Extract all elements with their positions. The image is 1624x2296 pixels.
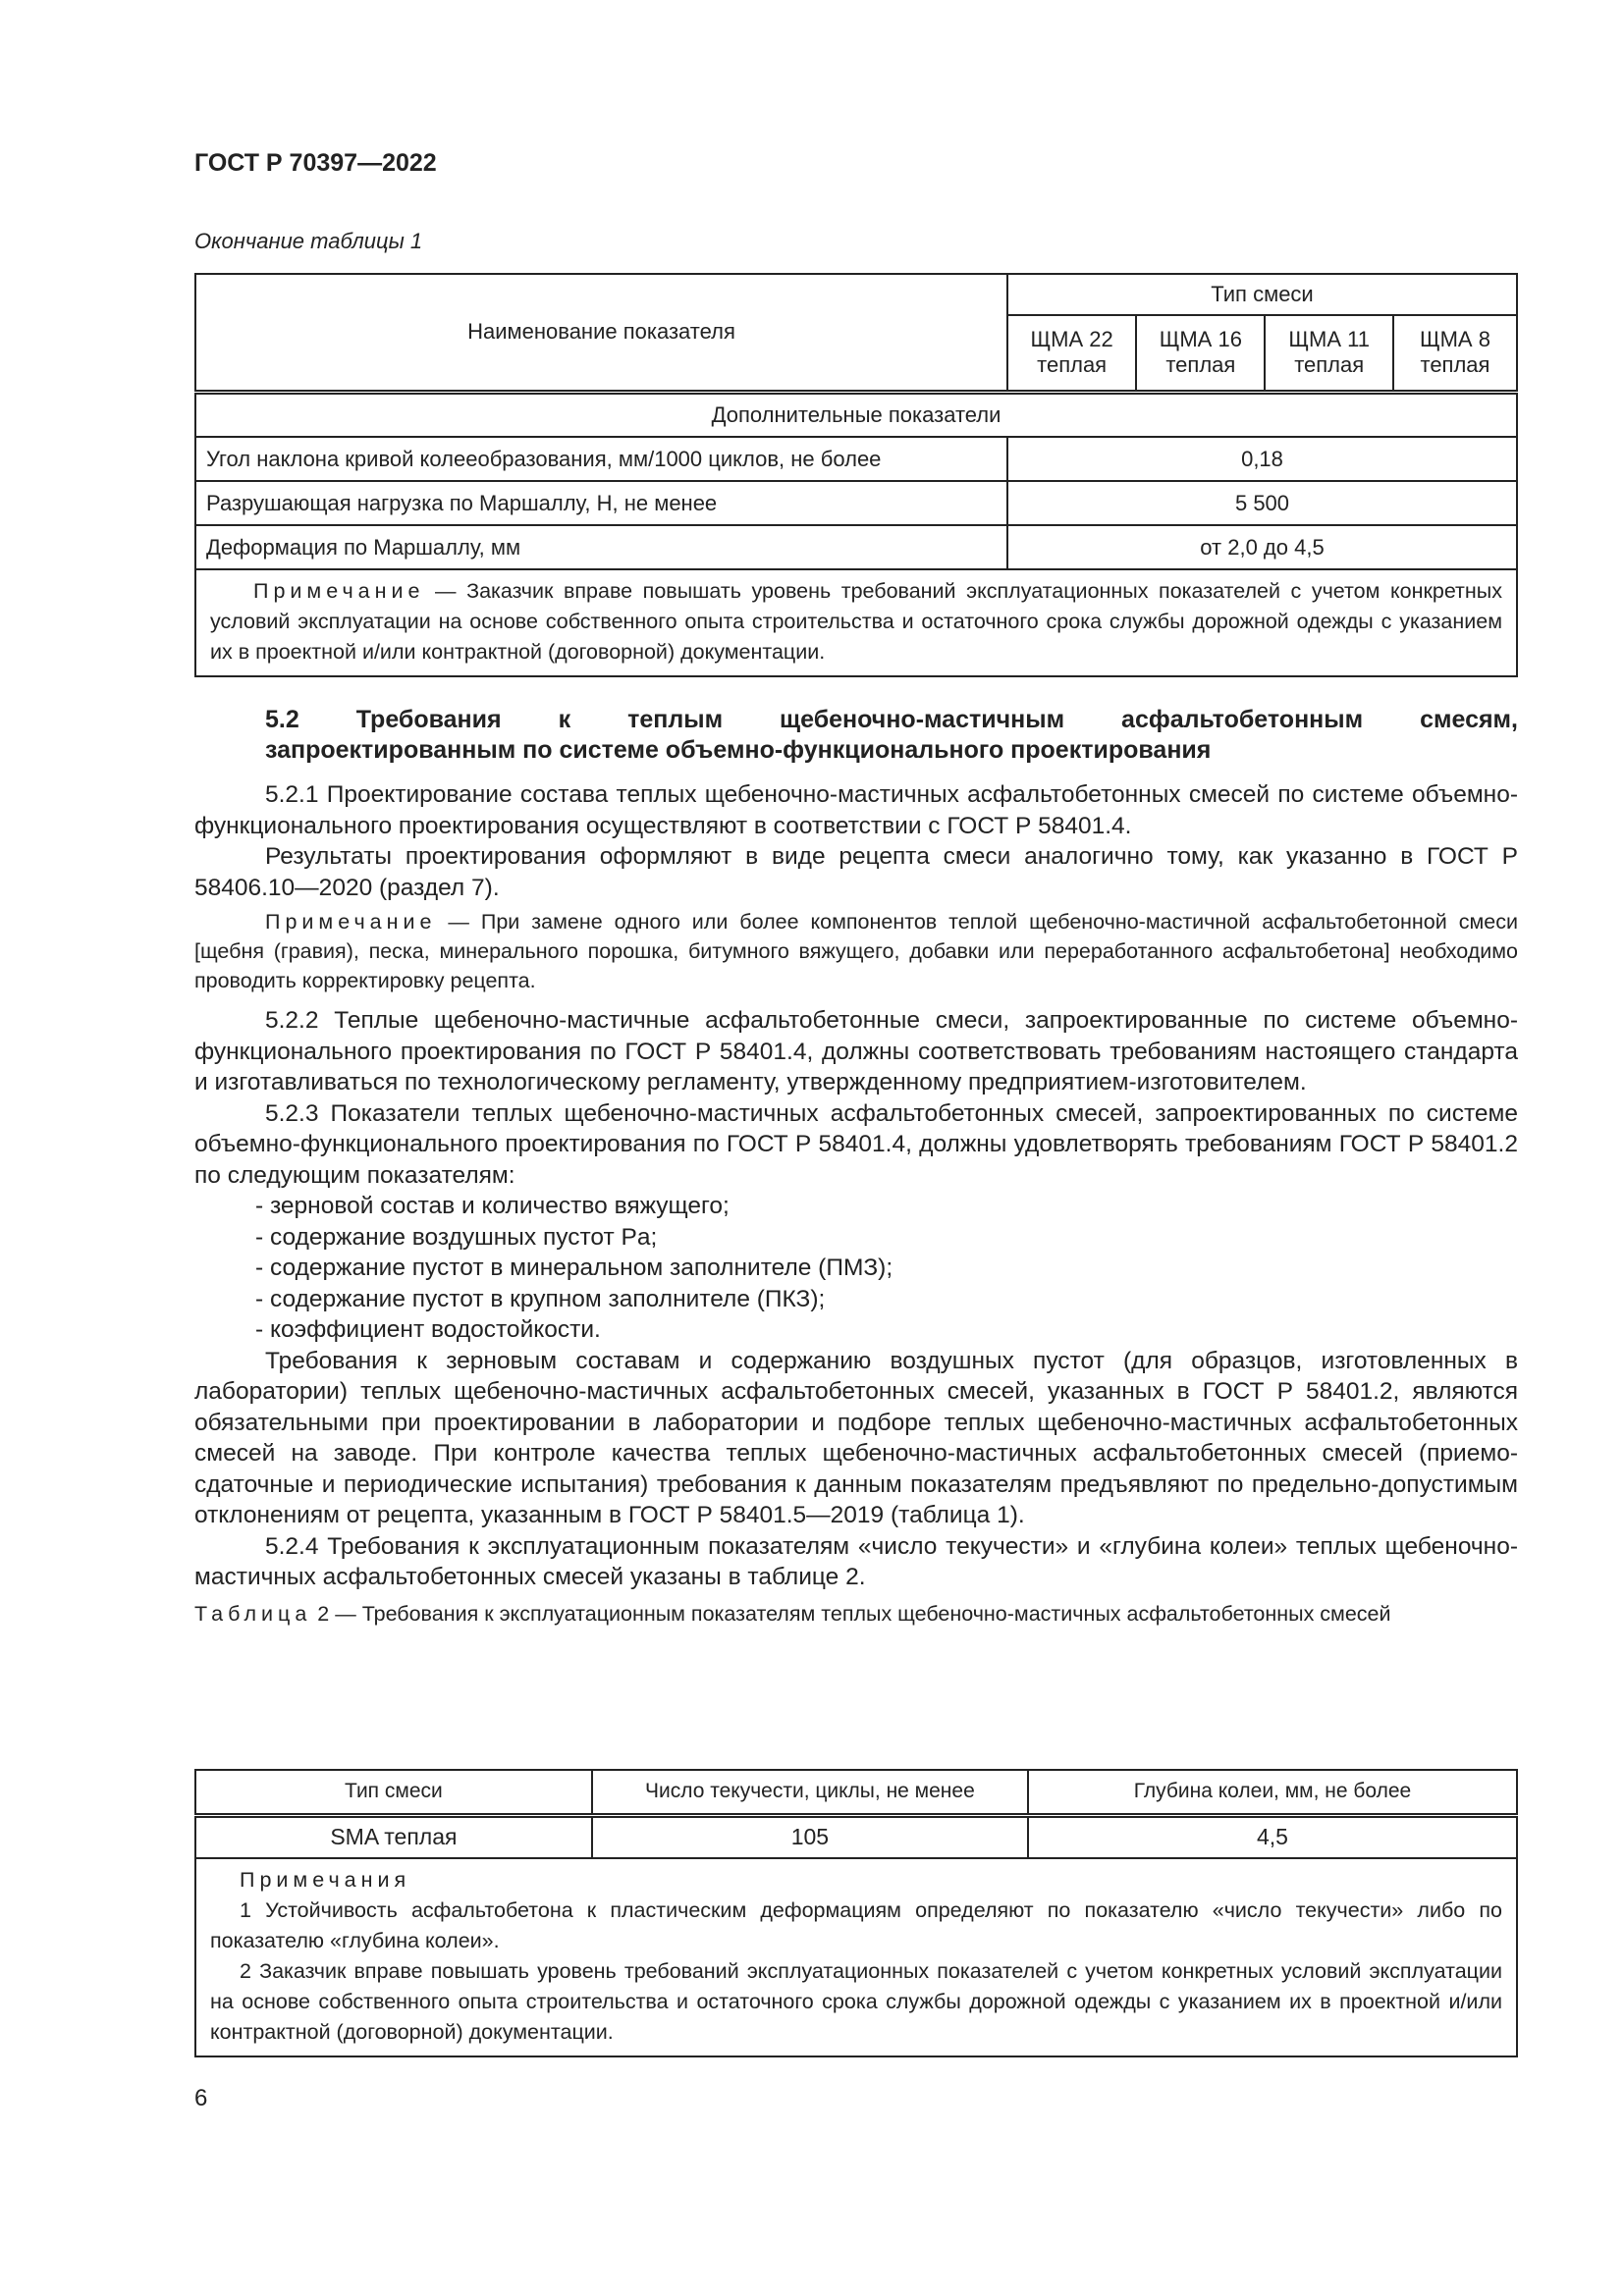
note: Примечание — При замене одного или более компонентов теплой щебеночно-мастичной асфальтобетонной смеси [щебня (гравия), песка, минерального порошка, битумного вяжущего, добавки или переработанного асфальтобетона] необходимо проводить корректировку рецепта. [194,910,1518,992]
table-row: Угол наклона кривой колееобразования, мм/1000 циклов, не более 0,18 [195,437,1517,481]
col-header-mix: ЩМА 16 теплая [1136,315,1265,392]
section-heading-cont: запроектированным по системе объемно-функционального проектирования [265,736,1212,764]
list-item: - коэффициент водостойкости. [255,1314,1518,1346]
table-2 [194,1769,1518,2057]
table1-note: Примечание — Заказчик вправе повышать уровень требований эксплуатационных показателей с учетом конкретных условий эксплуатации на основе собственного опыта строительства и остаточного срока службы дорожной одежды с указанием их в проектной и/или контрактной (договорной) документации. [195,569,1517,676]
table-row: SMA теплая 105 4,5 [195,1815,1517,1858]
col-header: Тип смеси [195,1770,592,1815]
col-header-group: Тип смеси [1007,274,1517,315]
requirements-list [194,1191,1518,1346]
list-item: - содержание пустот в минеральном заполнителе (ПМЗ); [255,1253,1518,1284]
table-row: Деформация по Маршаллу, мм от 2,0 до 4,5 [195,525,1517,569]
list-item: - содержание воздушных пустот Pa; [255,1222,1518,1254]
section-heading: 5.2 Требования к теплым щебеночно-мастичным асфальтобетонным смесям, [265,706,1518,733]
col-header-mix: ЩМА 8 теплая [1393,315,1517,392]
table1-caption: Окончание таблицы 1 [194,229,423,253]
col-header-name: Наименование показателя [195,274,1007,392]
table-1 [194,273,1518,677]
paragraph: 5.2.4 Требования к эксплуатационным показателям «число текучести» и «глубина колеи» теплых щебеночно-мастичных асфальтобетонных смесей указаны в таблице 2. [194,1532,1518,1590]
paragraph: 5.2.2 Теплые щебеночно-мастичные асфальтобетонные смеси, запроектированные по системе объемно-функционального проектирования по ГОСТ Р 58401.4, должны соответствовать требованиям настоящего стандарта и изготавливаться по технологическому регламенту, утвержденному предприятием-изготовителем. [194,1007,1518,1095]
list-item: - содержание пустот в крупном заполнителе (ПКЗ); [255,1284,1518,1315]
table2-caption: Таблица 2 — Требования к эксплуатационным показателям теплых щебеночно-мастичных асфальтобетонных смесей [194,1601,1391,1626]
document-header: ГОСТ Р 70397—2022 [194,149,437,177]
col-header-mix: ЩМА 22 теплая [1007,315,1136,392]
table-row: Разрушающая нагрузка по Маршаллу, Н, не менее 5 500 [195,481,1517,525]
paragraph: 5.2.3 Показатели теплых щебеночно-мастичных асфальтобетонных смесей, запроектированных по системе объемно-функционального проектирования по ГОСТ Р 58401.4, должны удовлетворять требованиям ГОСТ Р 58401.2 по следующим показателям: [194,1099,1518,1189]
table2-notes: Примечания 1 Устойчивость асфальтобетона к пластическим деформациям определяют по показателю «число текучести» либо по показателю «глубина колеи». 2 Заказчик вправе повышать уровень требований эксплуатационных показателей с учетом конкретных условий эксплуатации на основе собственного опыта строительства и остаточного срока службы дорожной одежды с указанием их в проектной и/или контрактной (договорной) документации. [195,1858,1517,2056]
paragraph: Результаты проектирования оформляют в виде рецепта смеси аналогично тому, как указанно в ГОСТ Р 58406.10—2020 (раздел 7). [194,843,1518,901]
list-item: - зерновой состав и количество вяжущего; [255,1191,1518,1222]
col-header: Глубина колеи, мм, не более [1028,1770,1517,1815]
col-header-mix: ЩМА 11 теплая [1265,315,1393,392]
section-row: Дополнительные показатели [195,392,1517,437]
col-header: Число текучести, циклы, не менее [592,1770,1028,1815]
section-5-2 [194,705,1518,1638]
page-number: 6 [194,2085,208,2111]
paragraph: Требования к зерновым составам и содержанию воздушных пустот (для образцов, изготовленных в лаборатории) теплых щебеночно-мастичных асфальтобетонных смесей, указанных в ГОСТ Р 58401.2, являются обязательными при проектировании в лаборатории и подборе теплых щебеночно-мастичных асфальтобетонных смесей на заводе. При контроле качества теплых щебеночно-мастичных асфальтобетонных смесей (приемо-сдаточные и периодические испытания) требования к данным показателям предъявляют по предельно-допустимым отклонениям от рецепта, указанным в ГОСТ Р 58401.5—2019 (таблица 1). [194,1347,1518,1528]
paragraph: 5.2.1 Проектирование состава теплых щебеночно-мастичных асфальтобетонных смесей по системе объемно-функционального проектирования осуществляют в соответствии с ГОСТ Р 58401.4. [194,781,1518,839]
